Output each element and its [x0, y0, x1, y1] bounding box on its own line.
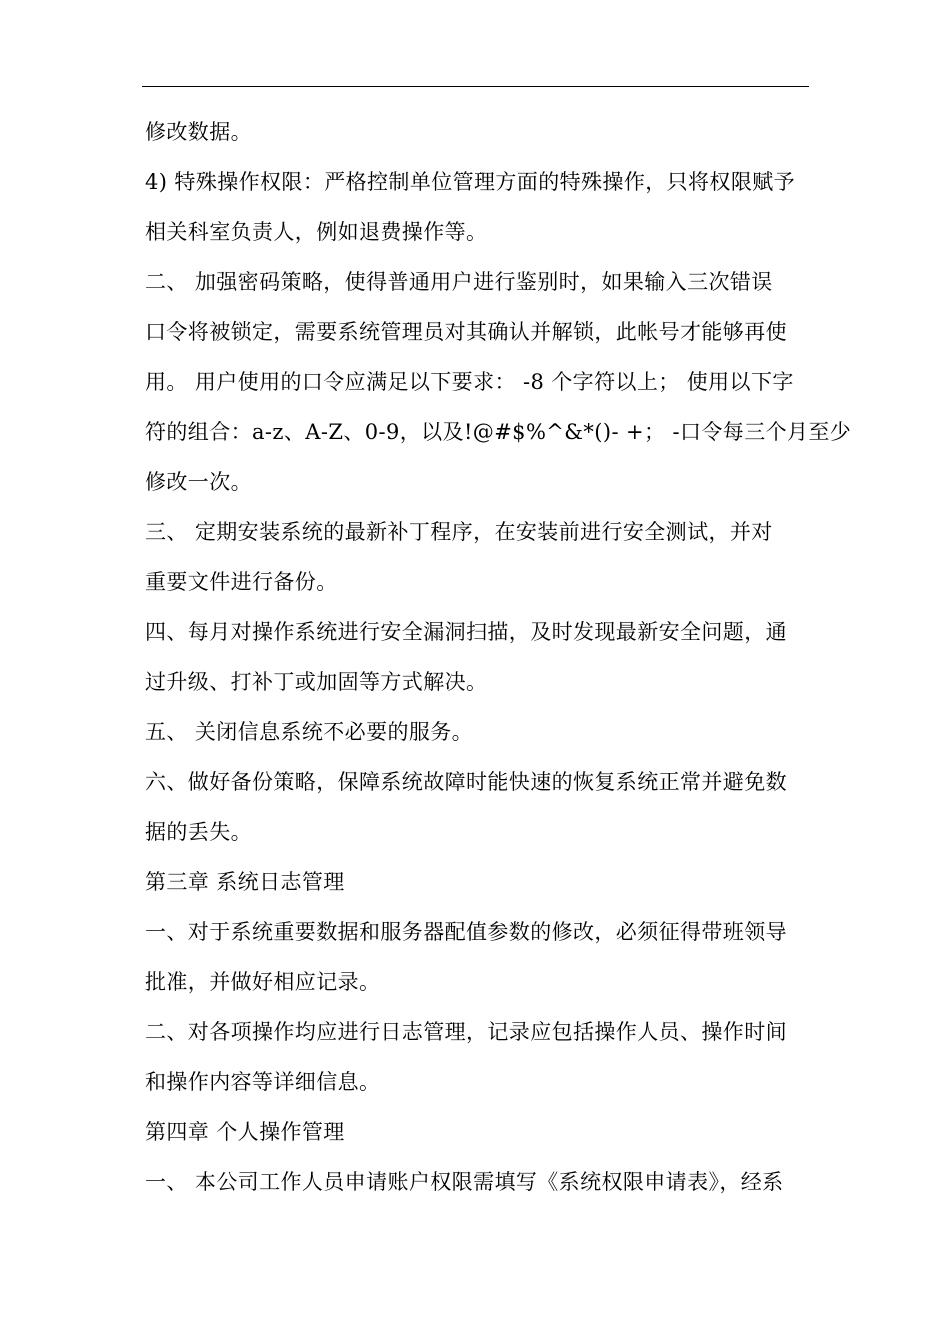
text-line: 口令将被锁定，需要系统管理员对其确认并解锁，此帐号才能够再使 — [145, 320, 787, 344]
text-line: 二、对各项操作均应进行日志管理，记录应包括操作人员、操作时间 — [145, 1020, 787, 1044]
chapter-heading: 第三章 系统日志管理 — [145, 870, 345, 894]
text-line: 相关科室负责人，例如退费操作等。 — [145, 220, 488, 244]
text-line: 符的组合：a-z、A-Z、0-9，以及!@#$%^&*()- +； -口令每三个月至少 — [145, 420, 852, 444]
text-line: 六、做好备份策略，保障系统故障时能快速的恢复系统正常并避免数 — [145, 770, 787, 794]
text-line: 4) 特殊操作权限：严格控制单位管理方面的特殊操作，只将权限赋予 — [145, 170, 796, 194]
header-rule — [142, 86, 809, 87]
text-line: 二、 加强密码策略，使得普通用户进行鉴别时，如果输入三次错误 — [145, 270, 773, 294]
chapter-heading: 第四章 个人操作管理 — [145, 1120, 345, 1144]
text-line: 批准，并做好相应记录。 — [145, 970, 381, 994]
text-line: 修改数据。 — [145, 120, 252, 144]
text-line: 和操作内容等详细信息。 — [145, 1070, 381, 1094]
text-line: 三、 定期安装系统的最新补丁程序，在安装前进行安全测试，并对 — [145, 520, 773, 544]
body-text — [145, 107, 852, 1207]
text-line: 据的丢失。 — [145, 820, 252, 844]
text-line: 用。 用户使用的口令应满足以下要求： -8 个字符以上； 使用以下字 — [145, 370, 794, 394]
text-line: 修改一次。 — [145, 470, 252, 494]
text-line: 四、每月对操作系统进行安全漏洞扫描，及时发现最新安全问题，通 — [145, 620, 787, 644]
text-line: 过升级、打补丁或加固等方式解决。 — [145, 670, 488, 694]
text-line: 五、 关闭信息系统不必要的服务。 — [145, 720, 474, 744]
text-line: 重要文件进行备份。 — [145, 570, 338, 594]
text-line: 一、 本公司工作人员申请账户权限需填写《系统权限申请表》，经系 — [145, 1170, 784, 1194]
text-line: 一、对于系统重要数据和服务器配值参数的修改，必须征得带班领导 — [145, 920, 787, 944]
